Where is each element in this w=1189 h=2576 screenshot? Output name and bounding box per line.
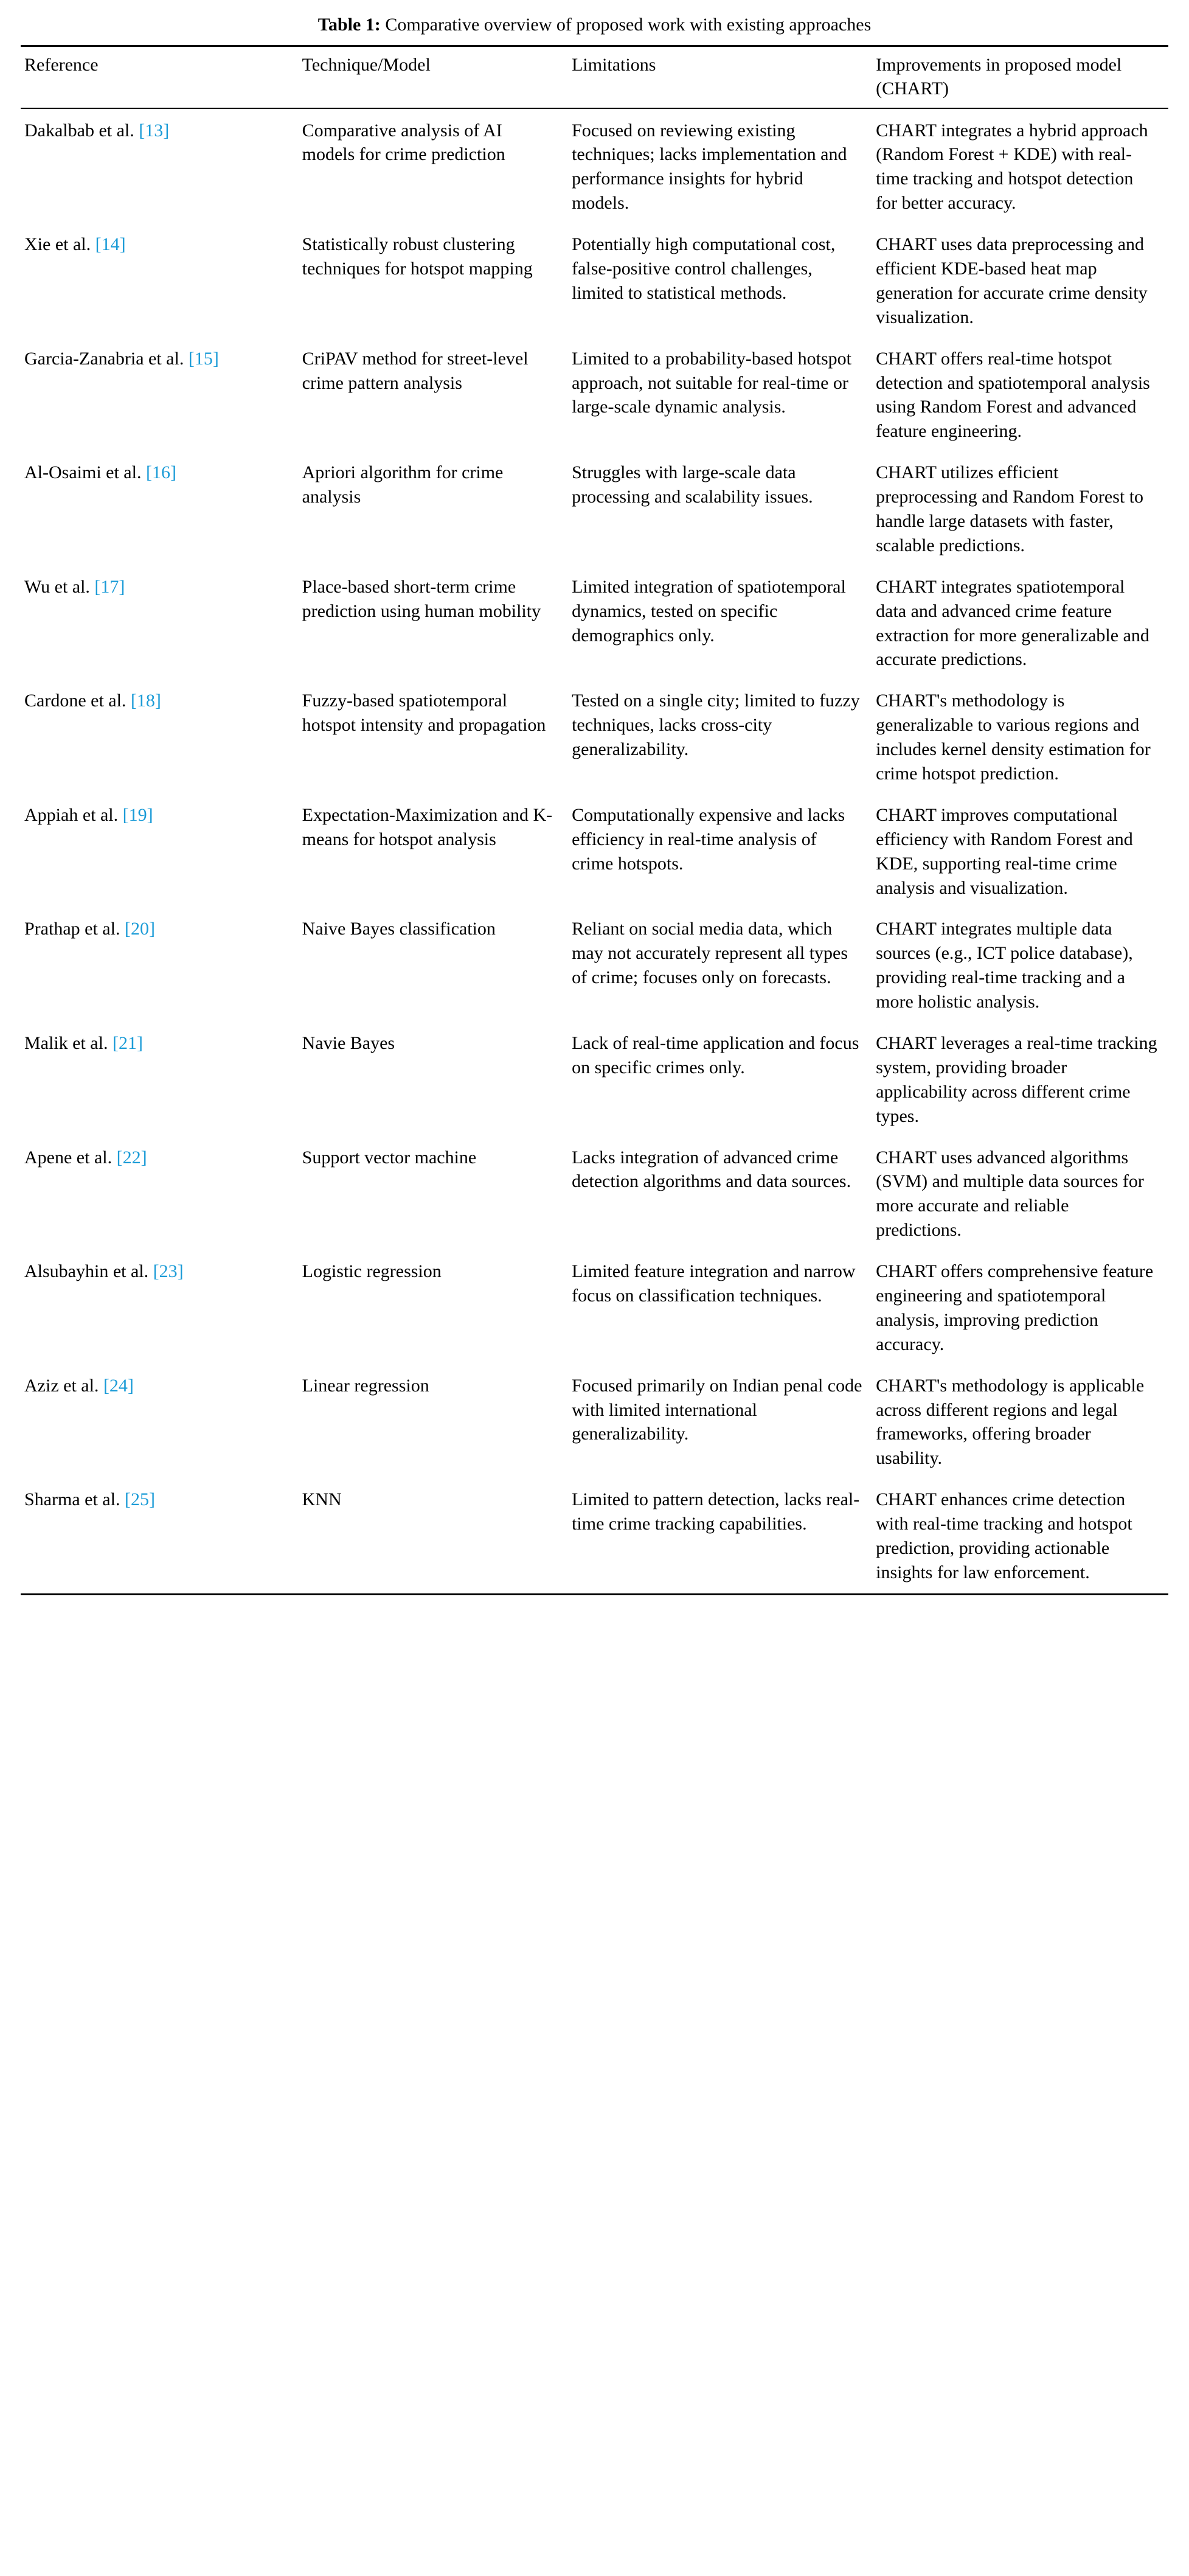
table-row (21, 566, 1168, 681)
cell-improvements: CHART's methodology is applicable across different regions and legal frameworks, offering broader usability. (876, 1375, 1145, 1469)
cell-limitations: Limited integration of spatiotemporal dynamics, tested on specific demographics only. (572, 576, 846, 646)
cell-improvements: CHART integrates a hybrid approach (Random Forest + KDE) with real-time tracking and hotspot detection for better accuracy. (876, 120, 1148, 214)
table-row (21, 1137, 1168, 1251)
cell-limitations: Reliant on social media data, which may not accurately represent all types of crime; focuses only on forecasts. (572, 919, 848, 988)
citation-link[interactable]: [13] (139, 120, 170, 141)
reference-text: Aziz et al. (24, 1375, 99, 1396)
cell-technique: Fuzzy-based spatiotemporal hotspot intensity and propagation (302, 691, 546, 736)
table-row (21, 680, 1168, 795)
cell-reference (21, 1251, 299, 1365)
citation-link[interactable]: [22] (116, 1147, 147, 1168)
cell-improvements: CHART uses data preprocessing and efficient KDE-based heat map generation for accurate crime density visualization. (876, 234, 1148, 327)
cell-technique: CriPAV method for street-level crime pattern analysis (302, 348, 529, 393)
citation-link[interactable]: [16] (145, 462, 176, 483)
column-header-reference: Reference (21, 46, 299, 108)
cell-limitations: Tested on a single city; limited to fuzzy techniques, lacks cross-city generalizability. (572, 691, 860, 760)
citation-link[interactable]: [24] (103, 1375, 134, 1396)
cell-reference (21, 452, 299, 566)
cell-limitations: Focused on reviewing existing techniques; lacks implementation and performance insights for hybrid models. (572, 120, 847, 214)
table-caption (21, 13, 1168, 37)
reference-text: Appiah et al. (24, 804, 119, 825)
table-row (21, 108, 1168, 225)
cell-technique: Support vector machine (302, 1147, 477, 1168)
cell-reference (21, 1023, 299, 1137)
cell-limitations: Limited to a probability-based hotspot approach, not suitable for real-time or large-scale dynamic analysis. (572, 348, 851, 417)
citation-link[interactable]: [20] (124, 919, 155, 939)
table-row (21, 795, 1168, 909)
reference-text: Garcia-Zanabria et al. (24, 348, 184, 369)
cell-reference (21, 338, 299, 453)
table-bottom-rule (21, 1593, 1168, 1595)
table-row (21, 1479, 1168, 1593)
cell-improvements: CHART integrates multiple data sources (e.g., ICT police database), providing real-time tracking and a more holistic analysis. (876, 919, 1133, 1012)
cell-limitations: Lacks integration of advanced crime detection algorithms and data sources. (572, 1147, 851, 1192)
cell-technique: Logistic regression (302, 1261, 442, 1282)
reference-text: Sharma et al. (24, 1489, 120, 1510)
citation-link[interactable]: [19] (122, 804, 153, 825)
cell-reference (21, 795, 299, 909)
table-row (21, 1023, 1168, 1137)
cell-limitations: Limited to pattern detection, lacks real-time crime tracking capabilities. (572, 1489, 860, 1534)
column-header-improvements: Improvements in proposed model (CHART) (872, 46, 1168, 108)
cell-technique: Apriori algorithm for crime analysis (302, 462, 504, 507)
citation-link[interactable]: [18] (130, 691, 161, 711)
cell-limitations: Focused primarily on Indian penal code with limited international generalizability. (572, 1375, 862, 1444)
reference-text: Alsubayhin et al. (24, 1261, 149, 1282)
cell-reference (21, 1479, 299, 1593)
cell-technique: Navie Bayes (302, 1033, 395, 1053)
table-row (21, 908, 1168, 1023)
reference-text: Dakalbab et al. (24, 120, 134, 141)
cell-reference (21, 1137, 299, 1251)
caption-label: Table 1: (317, 15, 381, 35)
column-header-technique: Technique/Model (299, 46, 568, 108)
cell-technique: Naive Bayes classification (302, 919, 496, 939)
cell-reference (21, 680, 299, 795)
citation-link[interactable]: [15] (188, 348, 219, 369)
reference-text: Al-Osaimi et al. (24, 462, 142, 483)
cell-technique: Linear regression (302, 1375, 429, 1396)
table-row (21, 1365, 1168, 1480)
cell-reference (21, 1365, 299, 1480)
comparison-table (21, 45, 1168, 1593)
citation-link[interactable]: [14] (95, 234, 126, 255)
cell-reference (21, 224, 299, 338)
cell-technique: Comparative analysis of AI models for crime prediction (302, 120, 505, 165)
reference-text: Apene et al. (24, 1147, 113, 1168)
cell-improvements: CHART integrates spatiotemporal data and advanced crime feature extraction for more generalizable and accurate predictions. (876, 576, 1149, 670)
table-header (21, 46, 1168, 108)
table-row (21, 452, 1168, 566)
cell-reference (21, 108, 299, 225)
citation-link[interactable]: [21] (112, 1033, 143, 1053)
citation-link[interactable]: [25] (124, 1489, 155, 1510)
cell-reference (21, 908, 299, 1023)
cell-limitations: Lack of real-time application and focus on specific crimes only. (572, 1033, 859, 1077)
cell-improvements: CHART leverages a real-time tracking system, providing broader applicability across different crime types. (876, 1033, 1157, 1126)
citation-link[interactable]: [23] (153, 1261, 184, 1282)
reference-text: Prathap et al. (24, 919, 120, 939)
cell-technique: KNN (302, 1489, 342, 1510)
table-row (21, 224, 1168, 338)
cell-limitations: Struggles with large-scale data processing and scalability issues. (572, 462, 813, 507)
citation-link[interactable]: [17] (94, 576, 125, 597)
cell-improvements: CHART improves computational efficiency with Random Forest and KDE, supporting real-time crime analysis and visualization. (876, 804, 1133, 898)
cell-technique: Place-based short-term crime prediction using human mobility (302, 576, 541, 621)
cell-limitations: Limited feature integration and narrow focus on classification techniques. (572, 1261, 856, 1306)
reference-text: Cardone et al. (24, 691, 127, 711)
cell-technique: Expectation-Maximization and K-means for hotspot analysis (302, 804, 553, 849)
cell-reference (21, 566, 299, 681)
cell-improvements: CHART utilizes efficient preprocessing and Random Forest to handle large datasets with faster, scalable predictions. (876, 462, 1144, 555)
table-row (21, 338, 1168, 453)
column-header-limitations: Limitations (568, 46, 872, 108)
cell-limitations: Computationally expensive and lacks efficiency in real-time analysis of crime hotspots. (572, 804, 845, 874)
table-row (21, 1251, 1168, 1365)
cell-technique: Statistically robust clustering techniques for hotspot mapping (302, 234, 533, 279)
cell-limitations: Potentially high computational cost, false-positive control challenges, limited to statistical methods. (572, 234, 836, 303)
caption-text: Comparative overview of proposed work with existing approaches (385, 15, 872, 35)
cell-improvements: CHART's methodology is generalizable to various regions and includes kernel density estimation for crime hotspot prediction. (876, 691, 1151, 784)
cell-improvements: CHART enhances crime detection with real-time tracking and hotspot prediction, providing actionable insights for law enforcement. (876, 1489, 1132, 1582)
reference-text: Malik et al. (24, 1033, 108, 1053)
reference-text: Xie et al. (24, 234, 91, 255)
cell-improvements: CHART offers real-time hotspot detection and spatiotemporal analysis using Random Forest and advanced feature engineering. (876, 348, 1150, 442)
cell-improvements: CHART uses advanced algorithms (SVM) and multiple data sources for more accurate and reliable predictions. (876, 1147, 1144, 1241)
table-body (21, 108, 1168, 1593)
reference-text: Wu et al. (24, 576, 90, 597)
cell-improvements: CHART offers comprehensive feature engineering and spatiotemporal analysis, improving prediction accuracy. (876, 1261, 1154, 1354)
